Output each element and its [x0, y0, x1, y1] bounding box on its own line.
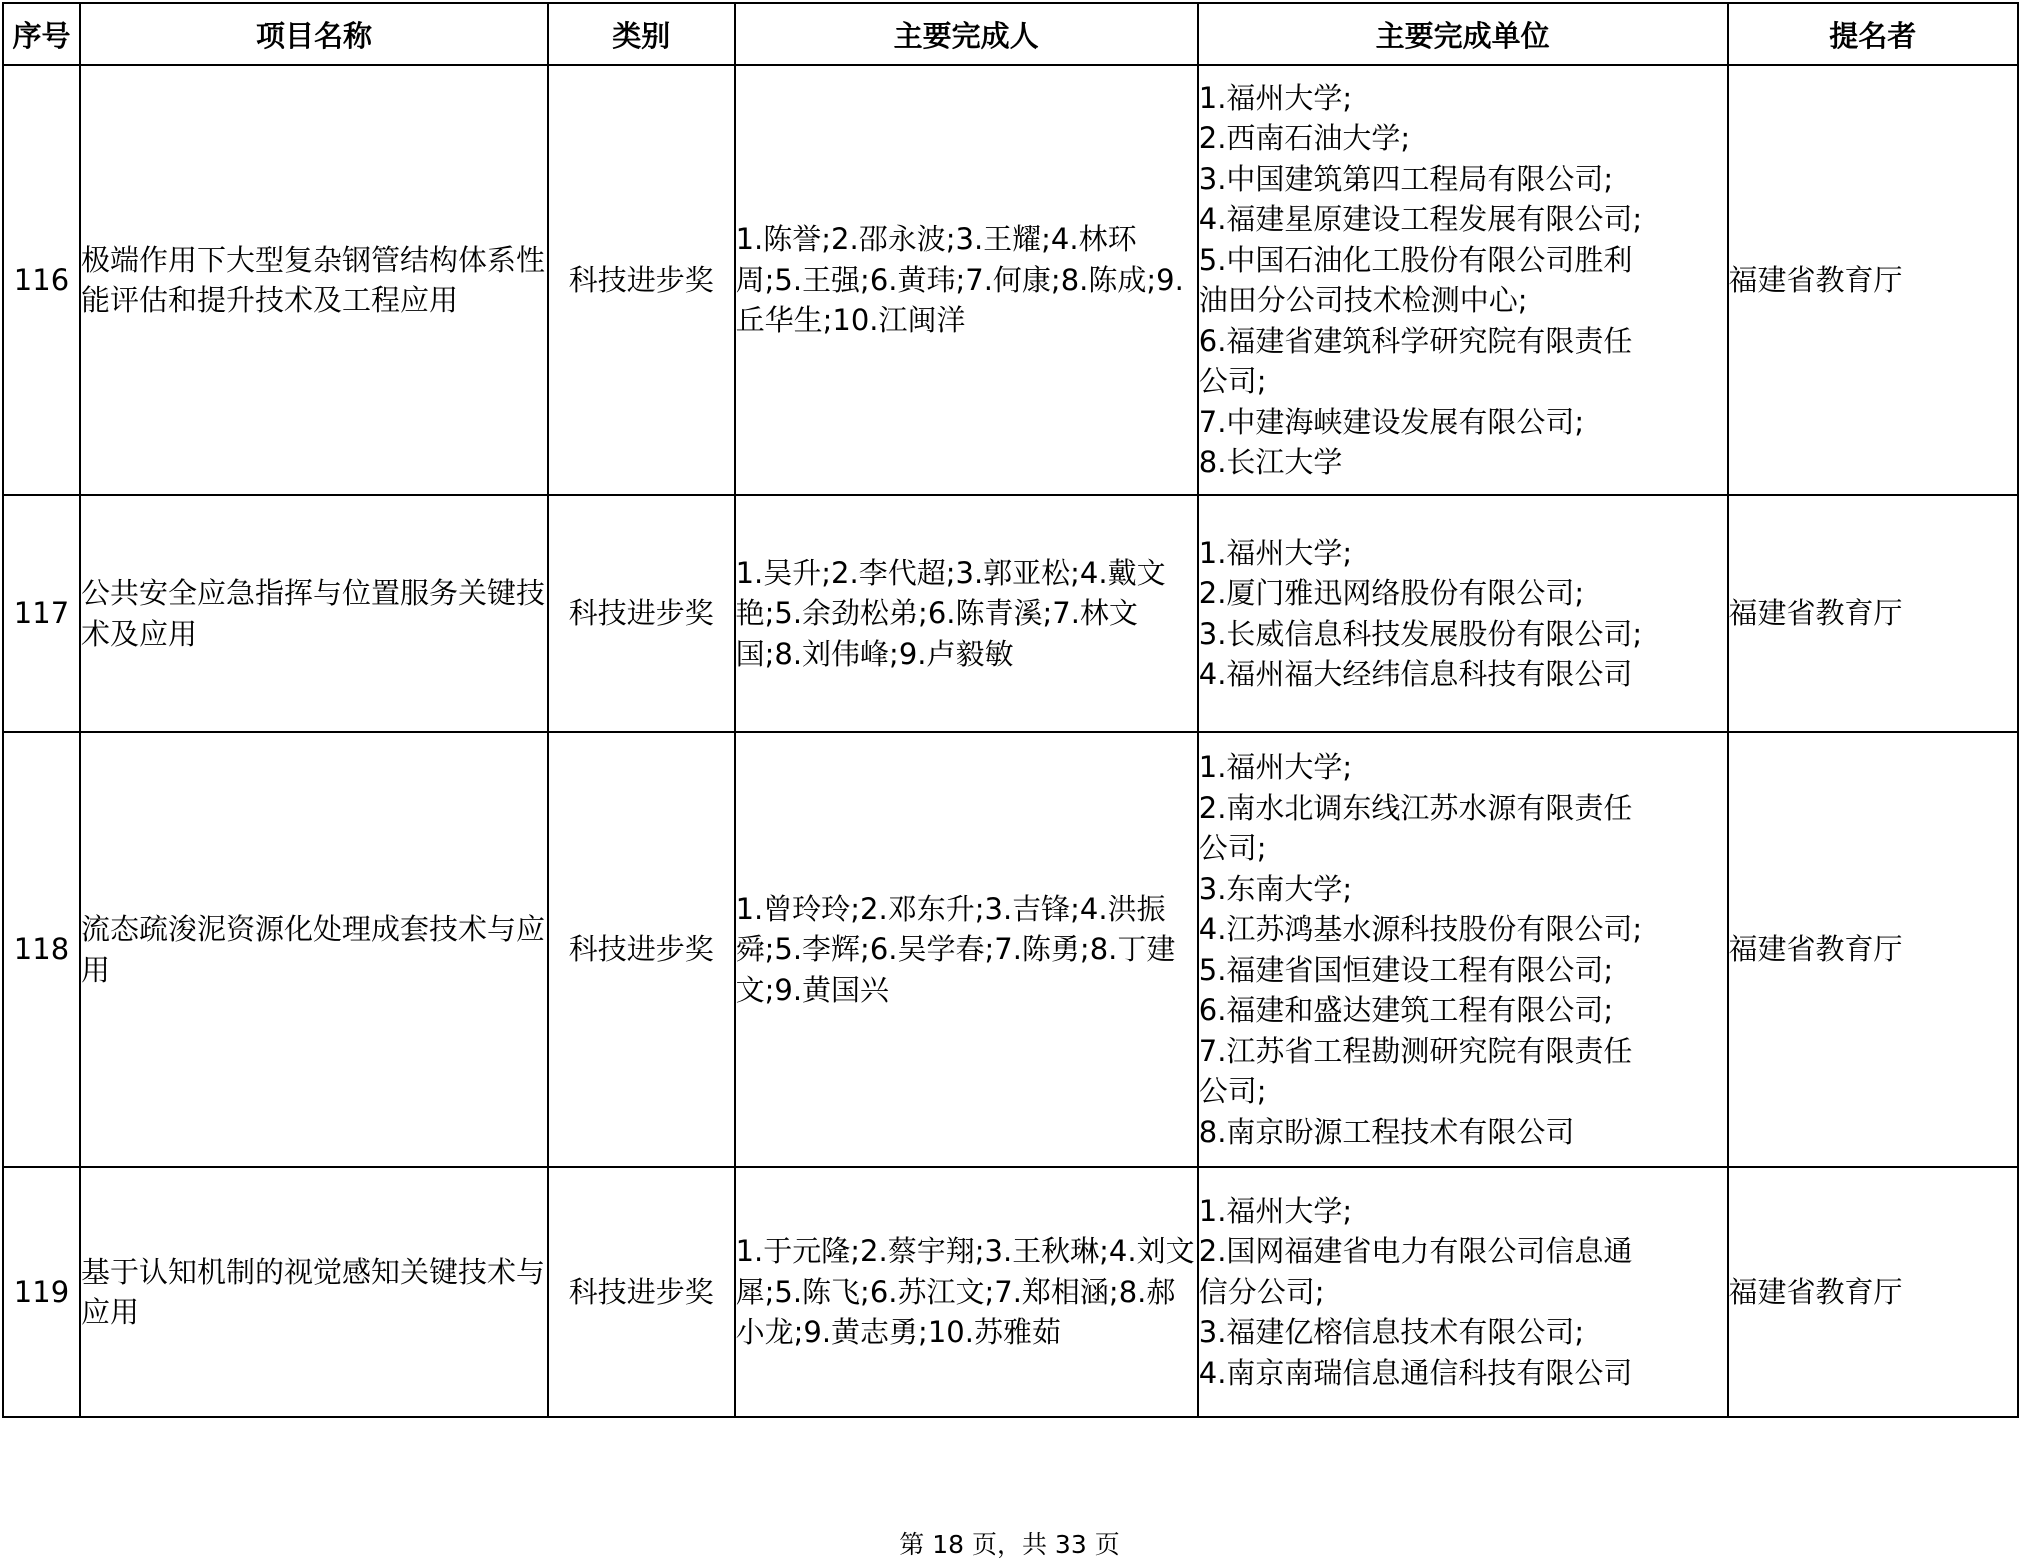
- unit-line: 1.福州大学;: [1198, 535, 1353, 570]
- header-category: 类别: [548, 3, 735, 65]
- cell-name: 流态疏浚泥资源化处理成套技术与应用: [80, 732, 548, 1167]
- unit-line: 公司;: [1198, 1074, 1267, 1108]
- unit-line: 8.长江大学: [1198, 445, 1343, 479]
- cell-no: 118: [3, 732, 80, 1167]
- cell-category: 科技进步奖: [548, 65, 735, 495]
- table-row: [3, 1167, 2018, 1417]
- cell-name: 公共安全应急指挥与位置服务关键技术及应用: [80, 495, 548, 732]
- page-footer: 第 18 页，共 33 页: [899, 1530, 1120, 1559]
- header-people: 主要完成人: [735, 3, 1198, 65]
- unit-line: 4.福建星原建设工程发展有限公司;: [1198, 202, 1643, 236]
- unit-line: 7.中建海峡建设发展有限公司;: [1198, 404, 1585, 439]
- unit-line: 3.福建亿榕信息技术有限公司;: [1198, 1315, 1585, 1350]
- unit-line: 1.福州大学;: [1198, 750, 1353, 784]
- table-row: [3, 495, 2018, 732]
- unit-line: 4.南京南瑞信息通信科技有限公司: [1198, 1355, 1633, 1390]
- unit-line: 4.福州福大经纬信息科技有限公司: [1198, 657, 1633, 691]
- cell-people: 1.曾玲玲;2.邓东升;3.吉锋;4.洪振舜;5.李辉;6.吴学春;7.陈勇;8.丁建文;9.黄国兴: [735, 732, 1198, 1167]
- header-nominator: 提名者: [1728, 3, 2018, 65]
- unit-line: 3.中国建筑第四工程局有限公司;: [1198, 161, 1614, 196]
- unit-line: 4.江苏鸿基水源科技股份有限公司;: [1198, 912, 1643, 946]
- cell-no: 117: [3, 495, 80, 732]
- unit-line: 油田分公司技术检测中心;: [1198, 283, 1528, 317]
- unit-line: 6.福建省建筑科学研究院有限责任: [1198, 323, 1633, 358]
- unit-line: 1.福州大学;: [1198, 1193, 1353, 1228]
- cell-name: 极端作用下大型复杂钢管结构体系性能评估和提升技术及工程应用: [80, 65, 548, 495]
- cell-people: 1.吴升;2.李代超;3.郭亚松;4.戴文艳;5.余劲松弟;6.陈青溪;7.林文国;8.刘伟峰;9.卢毅敏: [735, 495, 1198, 732]
- awards-table: [2, 2, 2019, 1418]
- header-name: 项目名称: [80, 3, 548, 65]
- cell-people: 1.于元隆;2.蔡宇翔;3.王秋琳;4.刘文犀;5.陈飞;6.苏江文;7.郑相涵;8.郝小龙;9.黄志勇;10.苏雅茹: [735, 1167, 1198, 1417]
- cell-name: 基于认知机制的视觉感知关键技术与应用: [80, 1167, 548, 1417]
- unit-line: 2.西南石油大学;: [1198, 121, 1411, 155]
- unit-line: 2.南水北调东线江苏水源有限责任: [1198, 790, 1633, 825]
- header-no: 序号: [3, 3, 80, 65]
- cell-nominator: 福建省教育厅: [1728, 1167, 2018, 1417]
- header-row: [3, 3, 2018, 65]
- unit-line: 信分公司;: [1198, 1274, 1325, 1309]
- table-row: [3, 65, 2018, 495]
- cell-nominator: 福建省教育厅: [1728, 495, 2018, 732]
- cell-category: 科技进步奖: [548, 495, 735, 732]
- unit-line: 5.中国石油化工股份有限公司胜利: [1198, 242, 1633, 277]
- cell-units: [1198, 495, 1728, 732]
- unit-line: 6.福建和盛达建筑工程有限公司;: [1198, 993, 1614, 1027]
- unit-line: 3.东南大学;: [1198, 871, 1353, 906]
- unit-line: 3.长威信息科技发展股份有限公司;: [1198, 616, 1643, 651]
- unit-line: 2.国网福建省电力有限公司信息通: [1198, 1234, 1633, 1269]
- unit-line: 公司;: [1198, 364, 1267, 398]
- cell-no: 116: [3, 65, 80, 495]
- unit-line: 1.福州大学;: [1198, 80, 1353, 115]
- unit-line: 公司;: [1198, 831, 1267, 865]
- cell-units: [1198, 732, 1728, 1167]
- cell-category: 科技进步奖: [548, 1167, 735, 1417]
- unit-line: 8.南京盼源工程技术有限公司: [1198, 1114, 1575, 1149]
- cell-nominator: 福建省教育厅: [1728, 65, 2018, 495]
- cell-nominator: 福建省教育厅: [1728, 732, 2018, 1167]
- unit-line: 7.江苏省工程勘测研究院有限责任: [1198, 1033, 1633, 1068]
- cell-people: 1.陈誉;2.邵永波;3.王耀;4.林环周;5.王强;6.黄玮;7.何康;8.陈成;9.丘华生;10.江闽洋: [735, 65, 1198, 495]
- unit-line: 2.厦门雅迅网络股份有限公司;: [1198, 576, 1585, 610]
- cell-no: 119: [3, 1167, 80, 1417]
- table-row: [3, 732, 2018, 1167]
- cell-units: [1198, 65, 1728, 495]
- cell-units: [1198, 1167, 1728, 1417]
- header-units: 主要完成单位: [1198, 3, 1728, 65]
- cell-category: 科技进步奖: [548, 732, 735, 1167]
- unit-line: 5.福建省国恒建设工程有限公司;: [1198, 952, 1614, 987]
